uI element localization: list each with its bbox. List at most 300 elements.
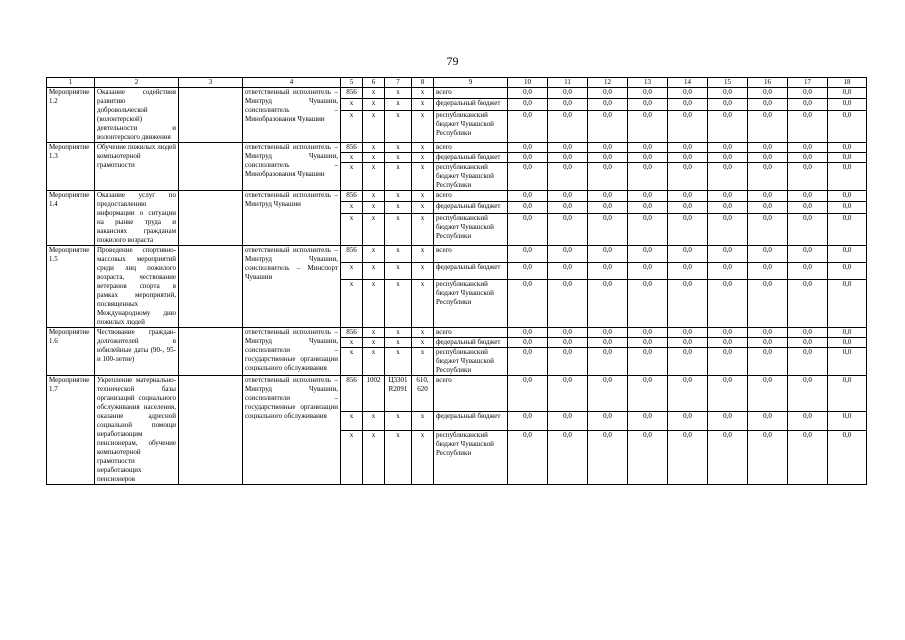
amount-cell: 0,0 [788, 110, 828, 142]
funding-source: федеральный бюджет [434, 338, 508, 348]
amount-cell: 0,0 [548, 412, 588, 431]
kbk-grbs: х [341, 280, 363, 328]
kbk-csr: х [385, 263, 412, 280]
amount-cell: 0,0 [788, 246, 828, 263]
kbk-rzpr: 1002 [363, 376, 385, 412]
amount-cell: 0,0 [548, 431, 588, 485]
amount-cell: 0,0 [548, 99, 588, 110]
amount-cell: 0,0 [708, 213, 748, 245]
empty-cell [179, 191, 243, 246]
amount-cell: 0,0 [668, 163, 708, 191]
funding-source: республиканский бюджет Чувашской Республики [434, 348, 508, 376]
amount-cell: 0,0 [548, 213, 588, 245]
event-executor: ответственный исполнитель – Минтруд Чувашии, соисполнители – государственные организации социального обслуживания [243, 328, 341, 376]
amount-cell: 0,0 [588, 263, 628, 280]
kbk-rzpr: х [363, 280, 385, 328]
kbk-rzpr: х [363, 110, 385, 142]
amount-cell: 0,0 [788, 412, 828, 431]
header-cell: 9 [434, 78, 508, 88]
amount-cell: 0,0 [628, 110, 668, 142]
kbk-rzpr: х [363, 263, 385, 280]
amount-cell: 0,0 [508, 202, 548, 213]
kbk-csr: х [385, 431, 412, 485]
amount-cell: 0,0 [628, 246, 668, 263]
amount-cell: 0,0 [628, 376, 668, 412]
funding-source: всего [434, 88, 508, 99]
amount-cell: 0,0 [828, 376, 867, 412]
amount-cell: 0,0 [668, 263, 708, 280]
kbk-vr: х [412, 263, 434, 280]
funding-source: республиканский бюджет Чувашской Республики [434, 431, 508, 485]
table-row [47, 246, 867, 263]
amount-cell: 0,0 [548, 263, 588, 280]
amount-cell: 0,0 [668, 143, 708, 153]
event-name: Оказание содействия развитию добровольческой (волонтерской) деятельности и волонтерского движения [95, 88, 179, 143]
amount-cell: 0,0 [628, 213, 668, 245]
amount-cell: 0,0 [708, 246, 748, 263]
amount-cell: 0,0 [828, 143, 867, 153]
empty-cell [179, 143, 243, 191]
amount-cell: 0,0 [548, 163, 588, 191]
funding-source: всего [434, 246, 508, 263]
amount-cell: 0,0 [748, 88, 788, 99]
kbk-vr: 610, 620 [412, 376, 434, 412]
amount-cell: 0,0 [548, 110, 588, 142]
funding-source: республиканский бюджет Чувашской Республики [434, 110, 508, 142]
amount-cell: 0,0 [748, 246, 788, 263]
kbk-vr: х [412, 338, 434, 348]
amount-cell: 0,0 [748, 338, 788, 348]
event-label: Мероприятие 1.5 [47, 246, 95, 328]
amount-cell: 0,0 [588, 246, 628, 263]
header-cell: 16 [748, 78, 788, 88]
amount-cell: 0,0 [548, 153, 588, 163]
header-cell: 17 [788, 78, 828, 88]
amount-cell: 0,0 [548, 88, 588, 99]
amount-cell: 0,0 [668, 280, 708, 328]
amount-cell: 0,0 [508, 153, 548, 163]
amount-cell: 0,0 [588, 143, 628, 153]
amount-cell: 0,0 [628, 348, 668, 376]
amount-cell: 0,0 [588, 338, 628, 348]
amount-cell: 0,0 [628, 202, 668, 213]
funding-source: республиканский бюджет Чувашской Республики [434, 163, 508, 191]
empty-cell [179, 246, 243, 328]
kbk-rzpr: х [363, 431, 385, 485]
amount-cell: 0,0 [828, 191, 867, 202]
funding-source: федеральный бюджет [434, 202, 508, 213]
kbk-rzpr: х [363, 412, 385, 431]
kbk-grbs: х [341, 153, 363, 163]
amount-cell: 0,0 [708, 88, 748, 99]
funding-source: республиканский бюджет Чувашской Республики [434, 280, 508, 328]
amount-cell: 0,0 [588, 328, 628, 338]
funding-source: федеральный бюджет [434, 412, 508, 431]
kbk-grbs: х [341, 202, 363, 213]
amount-cell: 0,0 [508, 88, 548, 99]
amount-cell: 0,0 [548, 348, 588, 376]
kbk-csr: х [385, 338, 412, 348]
amount-cell: 0,0 [668, 191, 708, 202]
amount-cell: 0,0 [628, 338, 668, 348]
amount-cell: 0,0 [788, 431, 828, 485]
table-row [47, 328, 867, 338]
amount-cell: 0,0 [588, 153, 628, 163]
amount-cell: 0,0 [668, 348, 708, 376]
amount-cell: 0,0 [828, 280, 867, 328]
kbk-rzpr: х [363, 213, 385, 245]
amount-cell: 0,0 [788, 263, 828, 280]
kbk-rzpr: х [363, 348, 385, 376]
kbk-grbs: х [341, 163, 363, 191]
amount-cell: 0,0 [588, 431, 628, 485]
kbk-csr: х [385, 163, 412, 191]
header-cell: 8 [412, 78, 434, 88]
amount-cell: 0,0 [708, 328, 748, 338]
kbk-grbs: х [341, 431, 363, 485]
kbk-vr: х [412, 412, 434, 431]
amount-cell: 0,0 [828, 412, 867, 431]
kbk-rzpr: х [363, 338, 385, 348]
amount-cell: 0,0 [828, 246, 867, 263]
amount-cell: 0,0 [548, 376, 588, 412]
amount-cell: 0,0 [828, 163, 867, 191]
amount-cell: 0,0 [628, 163, 668, 191]
amount-cell: 0,0 [828, 110, 867, 142]
funding-source: федеральный бюджет [434, 99, 508, 110]
kbk-vr: х [412, 328, 434, 338]
header-row [47, 78, 867, 88]
budget-table [46, 77, 867, 485]
amount-cell: 0,0 [588, 88, 628, 99]
amount-cell: 0,0 [708, 99, 748, 110]
kbk-csr: Ц3301 R2091 [385, 376, 412, 412]
header-cell: 7 [385, 78, 412, 88]
amount-cell: 0,0 [788, 213, 828, 245]
event-name: Чествование граждан-долгожителей в юбилейные даты (90-, 95- и 100-летие) [95, 328, 179, 376]
header-cell: 12 [588, 78, 628, 88]
amount-cell: 0,0 [708, 338, 748, 348]
table-row [47, 88, 867, 99]
header-cell: 2 [95, 78, 179, 88]
amount-cell: 0,0 [628, 263, 668, 280]
amount-cell: 0,0 [508, 99, 548, 110]
amount-cell: 0,0 [628, 412, 668, 431]
amount-cell: 0,0 [748, 213, 788, 245]
amount-cell: 0,0 [708, 143, 748, 153]
event-executor: ответственный исполнитель – Минтруд Чувашии, соисполнители – государственные организации социального обслуживания [243, 376, 341, 485]
kbk-vr: х [412, 99, 434, 110]
kbk-csr: х [385, 246, 412, 263]
amount-cell: 0,0 [708, 376, 748, 412]
amount-cell: 0,0 [628, 191, 668, 202]
amount-cell: 0,0 [748, 376, 788, 412]
amount-cell: 0,0 [668, 338, 708, 348]
kbk-vr: х [412, 110, 434, 142]
kbk-vr: х [412, 202, 434, 213]
kbk-rzpr: х [363, 163, 385, 191]
amount-cell: 0,0 [668, 328, 708, 338]
amount-cell: 0,0 [708, 202, 748, 213]
amount-cell: 0,0 [668, 202, 708, 213]
amount-cell: 0,0 [708, 263, 748, 280]
amount-cell: 0,0 [788, 99, 828, 110]
amount-cell: 0,0 [668, 431, 708, 485]
kbk-csr: х [385, 280, 412, 328]
kbk-grbs: 856 [341, 88, 363, 99]
kbk-csr: х [385, 348, 412, 376]
kbk-grbs: 856 [341, 328, 363, 338]
amount-cell: 0,0 [828, 153, 867, 163]
amount-cell: 0,0 [748, 328, 788, 338]
amount-cell: 0,0 [788, 143, 828, 153]
amount-cell: 0,0 [828, 99, 867, 110]
amount-cell: 0,0 [628, 153, 668, 163]
kbk-grbs: х [341, 412, 363, 431]
amount-cell: 0,0 [548, 246, 588, 263]
amount-cell: 0,0 [708, 153, 748, 163]
amount-cell: 0,0 [508, 348, 548, 376]
amount-cell: 0,0 [828, 263, 867, 280]
amount-cell: 0,0 [508, 328, 548, 338]
kbk-rzpr: х [363, 246, 385, 263]
amount-cell: 0,0 [748, 143, 788, 153]
amount-cell: 0,0 [788, 280, 828, 328]
funding-source: федеральный бюджет [434, 153, 508, 163]
amount-cell: 0,0 [708, 163, 748, 191]
header-cell: 13 [628, 78, 668, 88]
amount-cell: 0,0 [788, 376, 828, 412]
kbk-vr: х [412, 88, 434, 99]
amount-cell: 0,0 [748, 191, 788, 202]
kbk-vr: х [412, 246, 434, 263]
event-label: Мероприятие 1.3 [47, 143, 95, 191]
empty-cell [179, 328, 243, 376]
funding-source: федеральный бюджет [434, 263, 508, 280]
amount-cell: 0,0 [628, 88, 668, 99]
amount-cell: 0,0 [508, 376, 548, 412]
kbk-rzpr: х [363, 191, 385, 202]
event-label: Мероприятие 1.6 [47, 328, 95, 376]
kbk-vr: х [412, 143, 434, 153]
kbk-csr: х [385, 202, 412, 213]
kbk-rzpr: х [363, 153, 385, 163]
kbk-grbs: 856 [341, 246, 363, 263]
kbk-csr: х [385, 153, 412, 163]
amount-cell: 0,0 [748, 280, 788, 328]
amount-cell: 0,0 [788, 328, 828, 338]
kbk-vr: х [412, 348, 434, 376]
funding-source: всего [434, 328, 508, 338]
amount-cell: 0,0 [628, 328, 668, 338]
amount-cell: 0,0 [628, 143, 668, 153]
kbk-vr: х [412, 280, 434, 328]
amount-cell: 0,0 [828, 213, 867, 245]
amount-cell: 0,0 [548, 280, 588, 328]
event-label: Мероприятие 1.7 [47, 376, 95, 485]
amount-cell: 0,0 [668, 99, 708, 110]
amount-cell: 0,0 [748, 110, 788, 142]
funding-source: всего [434, 143, 508, 153]
header-cell: 4 [243, 78, 341, 88]
kbk-rzpr: х [363, 99, 385, 110]
amount-cell: 0,0 [548, 338, 588, 348]
kbk-csr: х [385, 191, 412, 202]
table-row [47, 376, 867, 412]
kbk-vr: х [412, 191, 434, 202]
amount-cell: 0,0 [508, 143, 548, 153]
funding-source: республиканский бюджет Чувашской Республики [434, 213, 508, 245]
amount-cell: 0,0 [668, 376, 708, 412]
header-cell: 3 [179, 78, 243, 88]
header-cell: 11 [548, 78, 588, 88]
amount-cell: 0,0 [708, 348, 748, 376]
kbk-grbs: х [341, 348, 363, 376]
amount-cell: 0,0 [668, 110, 708, 142]
amount-cell: 0,0 [708, 412, 748, 431]
amount-cell: 0,0 [668, 412, 708, 431]
event-executor: ответственный исполнитель – Минтруд Чувашии [243, 191, 341, 246]
amount-cell: 0,0 [628, 99, 668, 110]
page-number: 79 [446, 54, 459, 68]
amount-cell: 0,0 [708, 431, 748, 485]
amount-cell: 0,0 [548, 202, 588, 213]
kbk-grbs: 856 [341, 191, 363, 202]
amount-cell: 0,0 [748, 263, 788, 280]
amount-cell: 0,0 [588, 163, 628, 191]
kbk-vr: х [412, 431, 434, 485]
amount-cell: 0,0 [588, 348, 628, 376]
amount-cell: 0,0 [828, 202, 867, 213]
amount-cell: 0,0 [628, 280, 668, 328]
kbk-grbs: 856 [341, 376, 363, 412]
amount-cell: 0,0 [708, 191, 748, 202]
kbk-rzpr: х [363, 328, 385, 338]
event-executor: ответственный исполнитель – Минтруд Чувашии, соисполнитель – Минспорт Чувашии [243, 246, 341, 328]
amount-cell: 0,0 [628, 431, 668, 485]
amount-cell: 0,0 [588, 202, 628, 213]
event-name: Проведение спортивно-массовых мероприятий среди лиц пожилого возраста, чествование ветеранов спорта в рамках мероприятий, посвященных Международному дню пожилых людей [95, 246, 179, 328]
kbk-csr: х [385, 213, 412, 245]
header-cell: 15 [708, 78, 748, 88]
kbk-csr: х [385, 143, 412, 153]
header-cell: 6 [363, 78, 385, 88]
kbk-grbs: х [341, 110, 363, 142]
table-body [47, 78, 867, 485]
amount-cell: 0,0 [668, 213, 708, 245]
amount-cell: 0,0 [588, 99, 628, 110]
kbk-csr: х [385, 99, 412, 110]
amount-cell: 0,0 [588, 376, 628, 412]
kbk-rzpr: х [363, 202, 385, 213]
kbk-csr: х [385, 328, 412, 338]
header-cell: 14 [668, 78, 708, 88]
table-row [47, 191, 867, 202]
amount-cell: 0,0 [548, 143, 588, 153]
event-executor: ответственный исполнитель – Минтруд Чувашии, соисполнитель – Минобразования Чувашии [243, 143, 341, 191]
kbk-csr: х [385, 110, 412, 142]
amount-cell: 0,0 [828, 348, 867, 376]
event-name: Обучение пожилых людей компьютерной грамотности [95, 143, 179, 191]
event-label: Мероприятие 1.2 [47, 88, 95, 143]
kbk-vr: х [412, 163, 434, 191]
kbk-csr: х [385, 88, 412, 99]
kbk-rzpr: х [363, 143, 385, 153]
header-cell: 18 [828, 78, 867, 88]
amount-cell: 0,0 [788, 191, 828, 202]
empty-cell [179, 88, 243, 143]
amount-cell: 0,0 [668, 153, 708, 163]
amount-cell: 0,0 [748, 163, 788, 191]
amount-cell: 0,0 [508, 110, 548, 142]
amount-cell: 0,0 [668, 246, 708, 263]
kbk-csr: х [385, 412, 412, 431]
amount-cell: 0,0 [748, 348, 788, 376]
amount-cell: 0,0 [548, 328, 588, 338]
kbk-vr: х [412, 153, 434, 163]
amount-cell: 0,0 [588, 213, 628, 245]
kbk-grbs: х [341, 338, 363, 348]
event-executor: ответственный исполнитель – Минтруд Чувашии, соисполнитель – Минобразования Чувашии [243, 88, 341, 143]
empty-cell [179, 376, 243, 485]
kbk-rzpr: х [363, 88, 385, 99]
amount-cell: 0,0 [668, 88, 708, 99]
amount-cell: 0,0 [708, 280, 748, 328]
amount-cell: 0,0 [788, 338, 828, 348]
amount-cell: 0,0 [748, 431, 788, 485]
amount-cell: 0,0 [508, 412, 548, 431]
header-cell: 5 [341, 78, 363, 88]
amount-cell: 0,0 [748, 153, 788, 163]
amount-cell: 0,0 [588, 412, 628, 431]
event-name: Укрепление материально-технической базы организаций социального обслуживания населения, оказание адресной социальной помощи неработающим пенсионерам, обучение компьютерной грамотности неработающих пенсионеров [95, 376, 179, 485]
amount-cell: 0,0 [588, 280, 628, 328]
amount-cell: 0,0 [788, 202, 828, 213]
amount-cell: 0,0 [508, 338, 548, 348]
amount-cell: 0,0 [548, 191, 588, 202]
kbk-grbs: 856 [341, 143, 363, 153]
amount-cell: 0,0 [748, 202, 788, 213]
kbk-vr: х [412, 213, 434, 245]
amount-cell: 0,0 [508, 280, 548, 328]
kbk-grbs: х [341, 99, 363, 110]
amount-cell: 0,0 [828, 338, 867, 348]
funding-source: всего [434, 376, 508, 412]
amount-cell: 0,0 [788, 153, 828, 163]
amount-cell: 0,0 [708, 110, 748, 142]
amount-cell: 0,0 [788, 88, 828, 99]
amount-cell: 0,0 [508, 163, 548, 191]
header-cell: 1 [47, 78, 95, 88]
kbk-grbs: х [341, 213, 363, 245]
event-label: Мероприятие 1.4 [47, 191, 95, 246]
amount-cell: 0,0 [508, 263, 548, 280]
amount-cell: 0,0 [828, 431, 867, 485]
amount-cell: 0,0 [748, 412, 788, 431]
amount-cell: 0,0 [508, 431, 548, 485]
kbk-grbs: х [341, 263, 363, 280]
amount-cell: 0,0 [588, 191, 628, 202]
amount-cell: 0,0 [788, 163, 828, 191]
amount-cell: 0,0 [788, 348, 828, 376]
amount-cell: 0,0 [508, 213, 548, 245]
amount-cell: 0,0 [828, 328, 867, 338]
event-name: Оказание услуг по предоставлению информации о ситуации на рынке труда и вакансиях гражданам пожилого возраста [95, 191, 179, 246]
amount-cell: 0,0 [748, 99, 788, 110]
table-row [47, 143, 867, 153]
amount-cell: 0,0 [828, 88, 867, 99]
funding-source: всего [434, 191, 508, 202]
